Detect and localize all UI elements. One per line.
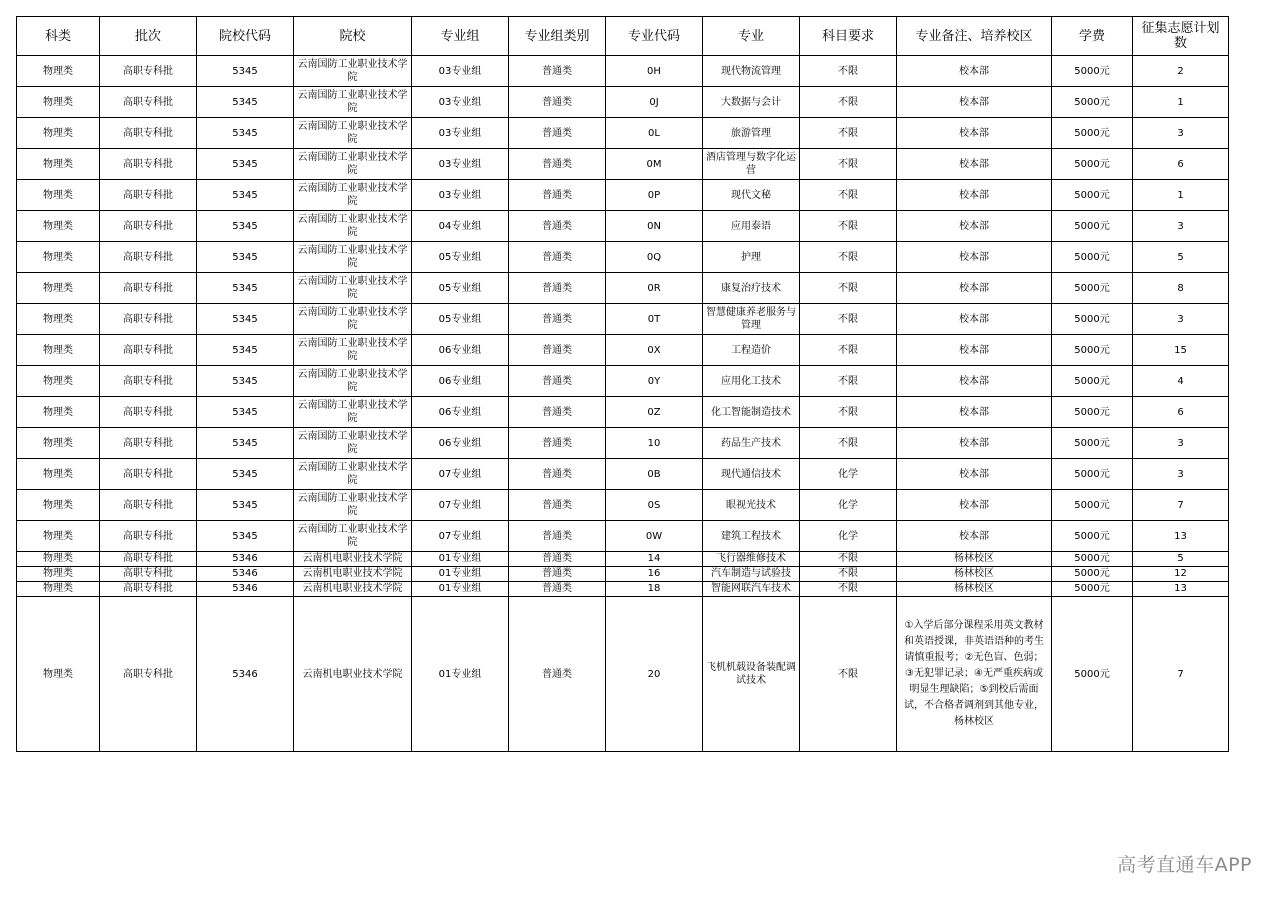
table-row	[17, 180, 1229, 211]
cell-batch: 高职专科批	[100, 582, 197, 597]
cell-category: 物理类	[17, 273, 100, 304]
cell-tuition: 5000元	[1052, 304, 1133, 335]
cell-school-code: 5346	[197, 597, 294, 752]
watermark-text: 高考直通车APP	[1117, 854, 1252, 876]
cell-subject-req: 不限	[800, 335, 897, 366]
cell-school-code: 5345	[197, 335, 294, 366]
cell-major-code: 18	[606, 582, 703, 597]
cell-batch: 高职专科批	[100, 118, 197, 149]
table-row	[17, 567, 1229, 582]
cell-category: 物理类	[17, 567, 100, 582]
cell-school: 云南国防工业职业技术学院	[294, 366, 412, 397]
cell-school: 云南国防工业职业技术学院	[294, 118, 412, 149]
cell-batch: 高职专科批	[100, 397, 197, 428]
cell-major: 化工智能制造技术	[703, 397, 800, 428]
cell-group-type: 普通类	[509, 118, 606, 149]
cell-school-code: 5345	[197, 242, 294, 273]
cell-notes-campus: 校本部	[897, 211, 1052, 242]
cell-school-code: 5346	[197, 552, 294, 567]
cell-notes-campus: 杨林校区	[897, 567, 1052, 582]
cell-tuition: 5000元	[1052, 273, 1133, 304]
cell-school-code: 5345	[197, 521, 294, 552]
cell-notes-campus: 杨林校区	[897, 582, 1052, 597]
col-header-major-code: 专业代码	[606, 17, 703, 56]
cell-major-code: 0Q	[606, 242, 703, 273]
cell-subject-req: 不限	[800, 56, 897, 87]
cell-tuition: 5000元	[1052, 242, 1133, 273]
cell-tuition: 5000元	[1052, 87, 1133, 118]
cell-major-code: 14	[606, 552, 703, 567]
cell-major-group: 06专业组	[412, 397, 509, 428]
cell-batch: 高职专科批	[100, 56, 197, 87]
cell-subject-req: 不限	[800, 552, 897, 567]
cell-major-code: 0L	[606, 118, 703, 149]
cell-school: 云南国防工业职业技术学院	[294, 56, 412, 87]
cell-school: 云南国防工业职业技术学院	[294, 87, 412, 118]
cell-major: 现代通信技术	[703, 459, 800, 490]
cell-notes-campus: 校本部	[897, 397, 1052, 428]
cell-notes-campus: 校本部	[897, 521, 1052, 552]
cell-major-group: 05专业组	[412, 304, 509, 335]
cell-major-code: 0B	[606, 459, 703, 490]
cell-school-code: 5345	[197, 149, 294, 180]
cell-plan-count: 3	[1133, 211, 1229, 242]
cell-category: 物理类	[17, 582, 100, 597]
cell-school: 云南国防工业职业技术学院	[294, 490, 412, 521]
table-row	[17, 149, 1229, 180]
table-row	[17, 521, 1229, 552]
cell-plan-count: 1	[1133, 180, 1229, 211]
table-row	[17, 335, 1229, 366]
col-header-notes-campus: 专业备注、培养校区	[897, 17, 1052, 56]
cell-major: 工程造价	[703, 335, 800, 366]
cell-school: 云南机电职业技术学院	[294, 552, 412, 567]
cell-major-code: 16	[606, 567, 703, 582]
cell-major: 飞机机载设备装配调试技术	[703, 597, 800, 752]
cell-group-type: 普通类	[509, 273, 606, 304]
table-row	[17, 459, 1229, 490]
cell-notes-campus: ①入学后部分课程采用英文教材和英语授课，非英语语种的考生请慎重报考；②无色盲、色弱；③无犯罪记录；④无严重疾病或明显生理缺陷；⑤到校后需面试，不合格者调剂到其他专业，杨林校区	[897, 597, 1052, 752]
cell-tuition: 5000元	[1052, 397, 1133, 428]
cell-category: 物理类	[17, 149, 100, 180]
cell-subject-req: 不限	[800, 582, 897, 597]
cell-school-code: 5345	[197, 211, 294, 242]
cell-group-type: 普通类	[509, 397, 606, 428]
col-header-category: 科类	[17, 17, 100, 56]
cell-plan-count: 8	[1133, 273, 1229, 304]
cell-subject-req: 不限	[800, 180, 897, 211]
cell-tuition: 5000元	[1052, 56, 1133, 87]
cell-category: 物理类	[17, 87, 100, 118]
cell-major-group: 01专业组	[412, 552, 509, 567]
cell-notes-campus: 校本部	[897, 490, 1052, 521]
table-row	[17, 242, 1229, 273]
cell-major: 大数据与会计	[703, 87, 800, 118]
cell-tuition: 5000元	[1052, 567, 1133, 582]
cell-plan-count: 6	[1133, 397, 1229, 428]
cell-subject-req: 不限	[800, 366, 897, 397]
cell-school-code: 5345	[197, 428, 294, 459]
cell-notes-campus: 校本部	[897, 180, 1052, 211]
cell-plan-count: 13	[1133, 582, 1229, 597]
cell-category: 物理类	[17, 397, 100, 428]
cell-major-group: 01专业组	[412, 582, 509, 597]
cell-notes-campus: 校本部	[897, 459, 1052, 490]
cell-plan-count: 5	[1133, 552, 1229, 567]
col-header-batch: 批次	[100, 17, 197, 56]
cell-plan-count: 3	[1133, 118, 1229, 149]
cell-group-type: 普通类	[509, 304, 606, 335]
cell-notes-campus: 校本部	[897, 304, 1052, 335]
cell-school-code: 5345	[197, 459, 294, 490]
cell-group-type: 普通类	[509, 428, 606, 459]
cell-subject-req: 不限	[800, 567, 897, 582]
cell-batch: 高职专科批	[100, 428, 197, 459]
cell-subject-req: 不限	[800, 428, 897, 459]
table-row	[17, 211, 1229, 242]
table-row	[17, 87, 1229, 118]
cell-plan-count: 7	[1133, 597, 1229, 752]
table-row	[17, 552, 1229, 567]
cell-plan-count: 2	[1133, 56, 1229, 87]
cell-subject-req: 化学	[800, 521, 897, 552]
cell-group-type: 普通类	[509, 567, 606, 582]
cell-batch: 高职专科批	[100, 459, 197, 490]
cell-batch: 高职专科批	[100, 211, 197, 242]
cell-plan-count: 4	[1133, 366, 1229, 397]
cell-tuition: 5000元	[1052, 149, 1133, 180]
cell-major-code: 0W	[606, 521, 703, 552]
cell-group-type: 普通类	[509, 149, 606, 180]
cell-school: 云南机电职业技术学院	[294, 567, 412, 582]
cell-notes-campus: 校本部	[897, 149, 1052, 180]
cell-notes-campus: 校本部	[897, 335, 1052, 366]
cell-major-group: 01专业组	[412, 567, 509, 582]
cell-category: 物理类	[17, 490, 100, 521]
cell-major: 旅游管理	[703, 118, 800, 149]
cell-group-type: 普通类	[509, 366, 606, 397]
cell-batch: 高职专科批	[100, 521, 197, 552]
header-row	[17, 17, 1229, 56]
cell-group-type: 普通类	[509, 242, 606, 273]
cell-major-group: 05专业组	[412, 242, 509, 273]
col-header-group-type: 专业组类别	[509, 17, 606, 56]
cell-group-type: 普通类	[509, 56, 606, 87]
cell-category: 物理类	[17, 180, 100, 211]
cell-major: 智能网联汽车技术	[703, 582, 800, 597]
cell-batch: 高职专科批	[100, 273, 197, 304]
cell-school: 云南国防工业职业技术学院	[294, 428, 412, 459]
cell-category: 物理类	[17, 335, 100, 366]
cell-category: 物理类	[17, 521, 100, 552]
cell-major: 药品生产技术	[703, 428, 800, 459]
cell-batch: 高职专科批	[100, 567, 197, 582]
cell-subject-req: 化学	[800, 490, 897, 521]
cell-plan-count: 7	[1133, 490, 1229, 521]
cell-major-group: 07专业组	[412, 459, 509, 490]
cell-plan-count: 3	[1133, 304, 1229, 335]
cell-category: 物理类	[17, 366, 100, 397]
table-row	[17, 397, 1229, 428]
cell-school-code: 5345	[197, 180, 294, 211]
cell-tuition: 5000元	[1052, 552, 1133, 567]
cell-batch: 高职专科批	[100, 490, 197, 521]
cell-group-type: 普通类	[509, 582, 606, 597]
cell-category: 物理类	[17, 428, 100, 459]
col-header-tuition: 学费	[1052, 17, 1133, 56]
cell-major-group: 03专业组	[412, 56, 509, 87]
cell-school-code: 5346	[197, 582, 294, 597]
cell-plan-count: 3	[1133, 428, 1229, 459]
cell-major: 康复治疗技术	[703, 273, 800, 304]
cell-plan-count: 1	[1133, 87, 1229, 118]
cell-notes-campus: 校本部	[897, 56, 1052, 87]
cell-tuition: 5000元	[1052, 428, 1133, 459]
cell-subject-req: 化学	[800, 459, 897, 490]
cell-school: 云南国防工业职业技术学院	[294, 242, 412, 273]
cell-batch: 高职专科批	[100, 180, 197, 211]
cell-category: 物理类	[17, 459, 100, 490]
cell-group-type: 普通类	[509, 521, 606, 552]
cell-major: 现代文秘	[703, 180, 800, 211]
cell-group-type: 普通类	[509, 180, 606, 211]
cell-plan-count: 13	[1133, 521, 1229, 552]
cell-notes-campus: 校本部	[897, 242, 1052, 273]
cell-major: 智慧健康养老服务与管理	[703, 304, 800, 335]
table-row	[17, 304, 1229, 335]
cell-notes-campus: 校本部	[897, 366, 1052, 397]
cell-school-code: 5346	[197, 567, 294, 582]
cell-school: 云南国防工业职业技术学院	[294, 273, 412, 304]
cell-group-type: 普通类	[509, 597, 606, 752]
cell-category: 物理类	[17, 552, 100, 567]
cell-group-type: 普通类	[509, 459, 606, 490]
cell-plan-count: 3	[1133, 459, 1229, 490]
cell-major: 建筑工程技术	[703, 521, 800, 552]
table-row	[17, 490, 1229, 521]
table-row	[17, 428, 1229, 459]
cell-school: 云南国防工业职业技术学院	[294, 211, 412, 242]
cell-category: 物理类	[17, 304, 100, 335]
cell-major-group: 07专业组	[412, 490, 509, 521]
cell-batch: 高职专科批	[100, 87, 197, 118]
cell-category: 物理类	[17, 597, 100, 752]
cell-school: 云南国防工业职业技术学院	[294, 149, 412, 180]
cell-batch: 高职专科批	[100, 552, 197, 567]
cell-plan-count: 15	[1133, 335, 1229, 366]
cell-batch: 高职专科批	[100, 366, 197, 397]
cell-school-code: 5345	[197, 118, 294, 149]
table-row	[17, 582, 1229, 597]
cell-major: 汽车制造与试验技	[703, 567, 800, 582]
cell-subject-req: 不限	[800, 211, 897, 242]
cell-subject-req: 不限	[800, 242, 897, 273]
table-row	[17, 366, 1229, 397]
cell-notes-campus: 校本部	[897, 118, 1052, 149]
cell-major-code: 0X	[606, 335, 703, 366]
cell-tuition: 5000元	[1052, 118, 1133, 149]
cell-major-code: 10	[606, 428, 703, 459]
cell-category: 物理类	[17, 242, 100, 273]
cell-major-code: 0Y	[606, 366, 703, 397]
cell-batch: 高职专科批	[100, 335, 197, 366]
cell-group-type: 普通类	[509, 552, 606, 567]
cell-school-code: 5345	[197, 366, 294, 397]
cell-major-code: 0T	[606, 304, 703, 335]
col-header-subject-req: 科目要求	[800, 17, 897, 56]
cell-major: 飞行器维修技术	[703, 552, 800, 567]
cell-major-group: 03专业组	[412, 149, 509, 180]
cell-tuition: 5000元	[1052, 459, 1133, 490]
cell-major-code: 0H	[606, 56, 703, 87]
cell-major-code: 20	[606, 597, 703, 752]
cell-tuition: 5000元	[1052, 521, 1133, 552]
cell-school-code: 5345	[197, 87, 294, 118]
cell-subject-req: 不限	[800, 597, 897, 752]
cell-major: 现代物流管理	[703, 56, 800, 87]
cell-notes-campus: 校本部	[897, 273, 1052, 304]
cell-group-type: 普通类	[509, 335, 606, 366]
cell-major-code: 0M	[606, 149, 703, 180]
cell-tuition: 5000元	[1052, 366, 1133, 397]
cell-major-code: 0R	[606, 273, 703, 304]
col-header-major: 专业	[703, 17, 800, 56]
cell-category: 物理类	[17, 56, 100, 87]
cell-subject-req: 不限	[800, 118, 897, 149]
cell-major-group: 04专业组	[412, 211, 509, 242]
cell-major-code: 0P	[606, 180, 703, 211]
cell-plan-count: 5	[1133, 242, 1229, 273]
cell-subject-req: 不限	[800, 149, 897, 180]
col-header-major-group: 专业组	[412, 17, 509, 56]
table-row	[17, 56, 1229, 87]
cell-batch: 高职专科批	[100, 597, 197, 752]
cell-major: 护理	[703, 242, 800, 273]
col-header-school-code: 院校代码	[197, 17, 294, 56]
cell-school: 云南国防工业职业技术学院	[294, 397, 412, 428]
cell-school-code: 5345	[197, 304, 294, 335]
cell-school-code: 5345	[197, 56, 294, 87]
col-header-plan-count: 征集志愿计划数	[1133, 17, 1229, 56]
cell-group-type: 普通类	[509, 490, 606, 521]
cell-batch: 高职专科批	[100, 304, 197, 335]
cell-tuition: 5000元	[1052, 335, 1133, 366]
cell-notes-campus: 杨林校区	[897, 552, 1052, 567]
cell-school: 云南机电职业技术学院	[294, 597, 412, 752]
cell-major-code: 0J	[606, 87, 703, 118]
cell-notes-campus: 校本部	[897, 87, 1052, 118]
table-row	[17, 273, 1229, 304]
cell-tuition: 5000元	[1052, 180, 1133, 211]
cell-major-group: 07专业组	[412, 521, 509, 552]
cell-major-group: 06专业组	[412, 428, 509, 459]
cell-major: 酒店管理与数字化运营	[703, 149, 800, 180]
col-header-school: 院校	[294, 17, 412, 56]
cell-school: 云南国防工业职业技术学院	[294, 180, 412, 211]
cell-school: 云南国防工业职业技术学院	[294, 335, 412, 366]
cell-notes-campus: 校本部	[897, 428, 1052, 459]
table-row	[17, 118, 1229, 149]
cell-school-code: 5345	[197, 273, 294, 304]
cell-subject-req: 不限	[800, 304, 897, 335]
cell-school-code: 5345	[197, 490, 294, 521]
cell-subject-req: 不限	[800, 397, 897, 428]
cell-major-code: 0Z	[606, 397, 703, 428]
cell-category: 物理类	[17, 211, 100, 242]
cell-tuition: 5000元	[1052, 211, 1133, 242]
cell-tuition: 5000元	[1052, 582, 1133, 597]
cell-major: 应用化工技术	[703, 366, 800, 397]
cell-batch: 高职专科批	[100, 149, 197, 180]
cell-major: 应用泰语	[703, 211, 800, 242]
cell-school: 云南国防工业职业技术学院	[294, 304, 412, 335]
cell-tuition: 5000元	[1052, 597, 1133, 752]
cell-category: 物理类	[17, 118, 100, 149]
cell-plan-count: 12	[1133, 567, 1229, 582]
cell-subject-req: 不限	[800, 273, 897, 304]
enrollment-plan-table	[16, 16, 1229, 752]
cell-major-group: 03专业组	[412, 118, 509, 149]
cell-major-code: 0N	[606, 211, 703, 242]
cell-major-group: 06专业组	[412, 335, 509, 366]
cell-group-type: 普通类	[509, 211, 606, 242]
cell-major-group: 03专业组	[412, 180, 509, 211]
cell-major-group: 05专业组	[412, 273, 509, 304]
cell-group-type: 普通类	[509, 87, 606, 118]
cell-school: 云南国防工业职业技术学院	[294, 521, 412, 552]
cell-subject-req: 不限	[800, 87, 897, 118]
cell-plan-count: 6	[1133, 149, 1229, 180]
cell-major: 眼视光技术	[703, 490, 800, 521]
cell-major-group: 03专业组	[412, 87, 509, 118]
table-row	[17, 597, 1229, 752]
cell-major-group: 01专业组	[412, 597, 509, 752]
cell-major-code: 0S	[606, 490, 703, 521]
cell-school: 云南机电职业技术学院	[294, 582, 412, 597]
cell-school-code: 5345	[197, 397, 294, 428]
cell-school: 云南国防工业职业技术学院	[294, 459, 412, 490]
cell-major-group: 06专业组	[412, 366, 509, 397]
cell-tuition: 5000元	[1052, 490, 1133, 521]
cell-batch: 高职专科批	[100, 242, 197, 273]
